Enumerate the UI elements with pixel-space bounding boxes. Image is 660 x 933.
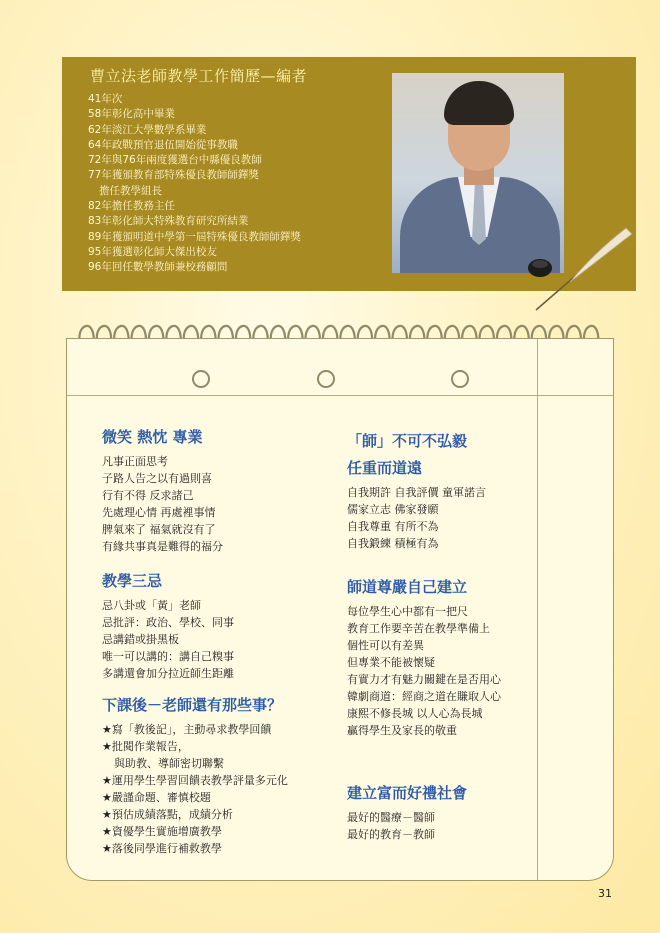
list-item: 自我尊重 有所不為 bbox=[347, 520, 439, 533]
list-item: ★運用學生學習回饋表教學評量多元化 bbox=[102, 774, 288, 787]
section-title: 微笑 熱忱 專業 bbox=[102, 428, 203, 446]
list-item: 康熙不修長城 以人心為長城 bbox=[347, 707, 483, 720]
list-item: 唯一可以講的：講自己糗事 bbox=[102, 650, 234, 663]
margin-line bbox=[537, 339, 538, 880]
list-item: 忌講錯或掛黑板 bbox=[102, 633, 179, 646]
list-item: 贏得學生及家長的敬重 bbox=[347, 724, 457, 737]
list-item: 行有不得 反求諸己 bbox=[102, 489, 194, 502]
list-item: 脾氣來了 福氣就沒有了 bbox=[102, 523, 216, 536]
bio-item: 96年回任數學教師兼校務顧問 bbox=[88, 261, 228, 274]
section-title: 「師」不可不弘毅 bbox=[347, 432, 468, 450]
list-item: 最好的醫療－醫師 bbox=[347, 811, 435, 824]
list-item: 韓劇商道：經商之道在賺取人心 bbox=[347, 690, 501, 703]
bio-item: 77年獲頒教育部特殊優良教師師鐸獎 bbox=[88, 169, 259, 182]
list-item: 教育工作要辛苦在教學準備上 bbox=[347, 622, 490, 635]
list-item: ★批閱作業報告， bbox=[102, 740, 189, 753]
section-taboo bbox=[102, 570, 234, 682]
bio-item: 95年獲選彰化師大傑出校友 bbox=[88, 245, 217, 258]
bio-item: 擔任教學組長 bbox=[99, 184, 162, 197]
list-item: 多講還會加分拉近師生距離 bbox=[102, 667, 234, 680]
section-teacher bbox=[347, 430, 486, 552]
list-item: 忌批評：政治、學校、同事 bbox=[102, 616, 234, 629]
list-item: 子路人告之以有過則喜 bbox=[102, 472, 212, 485]
list-item: 有緣共事真是難得的福分 bbox=[102, 540, 223, 553]
list-item: 最好的教育－教師 bbox=[347, 828, 435, 841]
bio-item: 82年擔任教務主任 bbox=[88, 200, 175, 213]
list-item: 儒家立志 佛家發願 bbox=[347, 503, 439, 516]
bio-title: 曹立法老師教學工作簡歷—編者 bbox=[90, 67, 308, 85]
list-item: ★預估成績落點，成績分析 bbox=[102, 808, 233, 821]
list-item: 忌八卦或「黃」老師 bbox=[102, 599, 201, 612]
list-item: 每位學生心中都有一把尺 bbox=[347, 605, 468, 618]
list-item: ★寫「教後記」，主動尋求教學回饋 bbox=[102, 723, 272, 736]
list-item: 凡事正面思考 bbox=[102, 455, 168, 468]
list-item: 先處理心情 再處裡事情 bbox=[102, 506, 216, 519]
page-number: 31 bbox=[598, 887, 612, 900]
section-title: 建立富而好禮社會 bbox=[347, 784, 468, 802]
binder-hole bbox=[192, 370, 210, 388]
margin-line bbox=[67, 395, 613, 396]
bio-item: 72年與76年兩度獲選台中縣優良教師 bbox=[88, 154, 262, 167]
bio-item: 64年政戰預官退伍開始從事教職 bbox=[88, 138, 238, 151]
section-society bbox=[347, 782, 467, 843]
section-title: 師道尊嚴自己建立 bbox=[347, 578, 468, 596]
section-title: 下課後－老師還有那些事？ bbox=[102, 696, 283, 714]
quill-pen-icon bbox=[526, 222, 646, 312]
section-title: 教學三忌 bbox=[102, 572, 163, 590]
list-item: ★資優學生實施增廣教學 bbox=[102, 825, 222, 838]
binder-hole bbox=[317, 370, 335, 388]
list-item: 有實力才有魅力關鍵在是否用心 bbox=[347, 673, 501, 686]
list-item: 自我鍛練 積極有為 bbox=[347, 537, 439, 550]
list-item: 個性可以有差異 bbox=[347, 639, 424, 652]
section-subtitle: 任重而道遠 bbox=[347, 459, 423, 477]
bio-item: 41年次 bbox=[88, 93, 123, 105]
bio-item: 58年彰化高中畢業 bbox=[88, 108, 175, 121]
list-item: ★嚴謹命題、審慎校題 bbox=[102, 791, 211, 804]
section-afterclass bbox=[102, 694, 288, 857]
list-item: 自我期許 自我評價 童軍諾言 bbox=[347, 486, 486, 499]
bio-item: 83年彰化師大特殊教育研究所結業 bbox=[88, 215, 249, 228]
bio-item: 62年淡江大學數學系畢業 bbox=[88, 123, 207, 136]
list-item: 但專業不能被懷疑 bbox=[347, 656, 435, 669]
list-item: 與助教、導師密切聯繫 bbox=[114, 757, 224, 770]
section-smile bbox=[102, 426, 223, 555]
section-dignity bbox=[347, 576, 501, 739]
list-item: ★落後同學進行補救教學 bbox=[102, 842, 222, 855]
bio-item: 89年獲頒明道中學第一屆特殊優良教師師鐸獎 bbox=[88, 230, 301, 243]
binder-hole bbox=[451, 370, 469, 388]
bio-list bbox=[88, 92, 301, 276]
